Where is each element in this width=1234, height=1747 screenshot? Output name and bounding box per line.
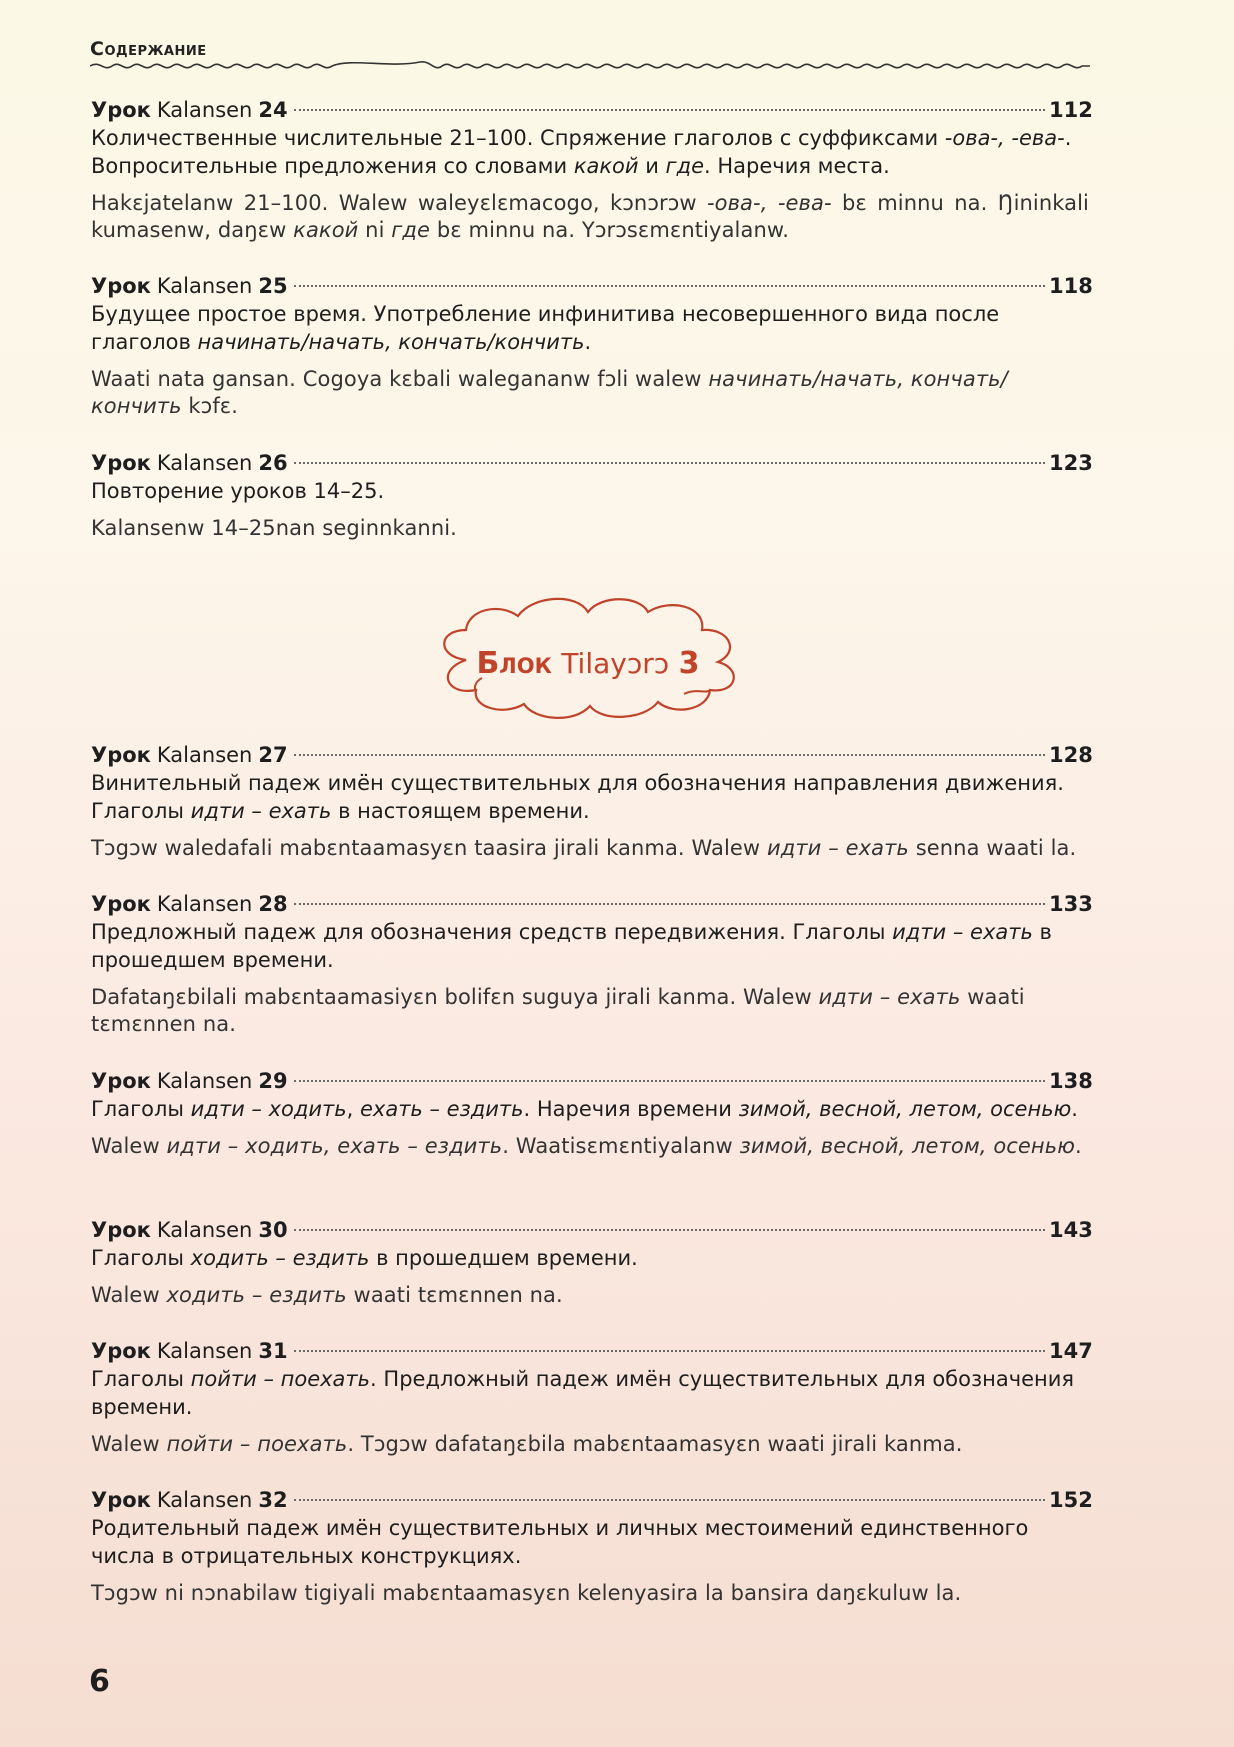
leader-dots (294, 1080, 1045, 1082)
title-text: . (584, 330, 592, 354)
title-text: bɛ minnu na. Yɔrɔsɛmɛntiyalanw. (430, 218, 789, 242)
italic-term: ходить – ездить (166, 1283, 347, 1307)
lesson-title-bm (91, 1431, 1089, 1458)
lesson-word-bm: Kalansen (156, 98, 253, 122)
italic-term: зимой, весной, летом, осенью (739, 1134, 1076, 1158)
lesson-title-bm (91, 835, 1089, 862)
title-text: Dafataŋɛbilali mabɛntaamasiyɛn bolifɛn suguya jirali kanma. Walew (91, 985, 819, 1009)
italic-term: идти – ехать (766, 836, 909, 860)
italic-term: где (665, 154, 705, 178)
lesson-title-bm (91, 366, 1089, 420)
lesson-word-ru: Урок (91, 1069, 151, 1093)
italic-term: начинать/начать, кончать/кончить (197, 330, 585, 354)
toc-entry-25 (91, 272, 1093, 420)
leader-dots (294, 1499, 1045, 1501)
title-text: . Waatisɛmɛntiyalanw (502, 1134, 740, 1158)
title-text: и (638, 154, 666, 178)
lesson-word-ru: Урок (91, 451, 151, 475)
title-text: Родительный падеж имён существительных и личных местоимений единственного числа в отрицательных конструкциях. (91, 1516, 1029, 1568)
block-word: Блок (476, 646, 552, 681)
title-text: Повторение уроков 14–25. (91, 479, 385, 503)
lesson-number: 28 (258, 892, 288, 916)
title-text: в прошедшем времени. (369, 1246, 638, 1270)
lesson-title-ru (91, 918, 1089, 974)
italic-term: начинать/начать, кончать/кончить (91, 367, 1008, 418)
lesson-word-bm: Kalansen (156, 1339, 253, 1363)
page-number: 6 (89, 1664, 110, 1699)
page-ref: 123 (1049, 451, 1093, 475)
leader-dots (294, 109, 1045, 111)
lesson-title-bm (91, 1133, 1089, 1160)
lesson-word-bm: Kalansen (156, 1069, 253, 1093)
italic-term: какой (293, 218, 359, 242)
title-text: в прошедшем времени. (91, 920, 1052, 972)
toc-entry-31 (91, 1337, 1093, 1458)
title-text: Walew (91, 1432, 167, 1456)
title-text: . Вопросительные предложения со словами (91, 126, 1072, 178)
toc-entry-29 (91, 1067, 1093, 1160)
lesson-word-ru: Урок (91, 892, 151, 916)
title-text: . (1071, 1097, 1078, 1121)
toc-entry-28 (91, 890, 1093, 1038)
entry-heading (91, 449, 1093, 477)
italic-term: какой (573, 154, 639, 178)
block-number: 3 (678, 646, 700, 681)
title-text: . Наречия места. (704, 154, 890, 178)
title-text: waati tɛmɛnnen na. (346, 1283, 563, 1307)
toc-entry-32 (91, 1486, 1093, 1607)
entry-heading (91, 741, 1093, 769)
lesson-word-bm: Kalansen (156, 1488, 253, 1512)
leader-dots (294, 903, 1045, 905)
lesson-number: 29 (258, 1069, 288, 1093)
title-text: . Tɔgɔw dafataŋɛbila mabɛntaamasyɛn waati jirali kanma. (347, 1432, 963, 1456)
title-text: Глаголы (91, 1246, 191, 1270)
italic-term: -ова-, -ева- (944, 126, 1065, 150)
title-text: Hakɛjatelanw 21–100. Walew waleyɛlɛmacogo, kɔnɔrɔw (91, 191, 707, 215)
lesson-title-ru (91, 1244, 1089, 1272)
title-text: Waati nata gansan. Cogoya kɛbali walegananw fɔli walew (91, 367, 709, 391)
title-text: senna waati la. (908, 836, 1077, 860)
lesson-title-ru (91, 1095, 1089, 1123)
entry-heading (91, 1216, 1093, 1244)
toc-entry-30 (91, 1216, 1093, 1309)
title-text: kɔfɛ. (181, 394, 239, 418)
page-ref: 138 (1049, 1069, 1093, 1093)
block-bm-word: Tilayɔrɔ (561, 647, 670, 680)
entry-heading (91, 1067, 1093, 1095)
leader-dots (294, 285, 1045, 287)
italic-term: -ова-, -ева- (706, 191, 832, 215)
italic-term: зимой, весной, летом, осенью (738, 1097, 1072, 1121)
entry-heading (91, 96, 1093, 124)
lesson-word-bm: Kalansen (156, 451, 253, 475)
italic-term: идти – ехать (190, 799, 332, 823)
title-text: Будущее простое время. Употребление инфинитива несовершенного вида после глаголов (91, 302, 1000, 354)
toc-entry-24 (91, 96, 1093, 244)
title-text: Винительный падеж имён существительных для обозначения направления движения. Глаголы (91, 771, 1064, 823)
title-text: ni (358, 218, 392, 242)
entry-heading (91, 890, 1093, 918)
lesson-word-bm: Kalansen (156, 1218, 253, 1242)
title-text: . (1075, 1134, 1082, 1158)
title-text: Walew (91, 1134, 167, 1158)
italic-term: идти – ходить, ехать – ездить (166, 1134, 503, 1158)
lesson-number: 32 (258, 1488, 288, 1512)
italic-term: ехать – ездить (359, 1097, 524, 1121)
lesson-title-ru (91, 477, 1089, 505)
lesson-word-ru: Урок (91, 1218, 151, 1242)
lesson-word-ru: Урок (91, 274, 151, 298)
page-ref: 118 (1049, 274, 1093, 298)
toc-entry-26 (91, 449, 1093, 542)
page-ref: 133 (1049, 892, 1093, 916)
lesson-number: 30 (258, 1218, 288, 1242)
block-heading (426, 646, 750, 681)
italic-term: идти – ходить (190, 1097, 347, 1121)
lesson-word-bm: Kalansen (156, 274, 253, 298)
title-text: Tɔgɔw waledafali mabɛntaamasyɛn taasira jirali kanma. Walew (91, 836, 767, 860)
lesson-number: 24 (258, 98, 288, 122)
leader-dots (294, 1229, 1045, 1231)
page-ref: 147 (1049, 1339, 1093, 1363)
italic-term: где (391, 218, 431, 242)
lesson-title-ru (91, 1514, 1089, 1570)
lesson-title-bm (91, 1580, 1089, 1607)
lesson-word-ru: Урок (91, 743, 151, 767)
title-text: Walew (91, 1283, 167, 1307)
italic-term: пойти – поехать (166, 1432, 348, 1456)
italic-term: пойти – поехать (190, 1367, 371, 1391)
lesson-title-ru (91, 1365, 1089, 1421)
title-text: в настоящем времени. (331, 799, 590, 823)
lesson-number: 31 (258, 1339, 288, 1363)
title-text: bɛ minnu na. Ŋininkali kumasenw, daŋɛw (91, 191, 1089, 242)
lesson-number: 25 (258, 274, 288, 298)
lesson-title-ru (91, 124, 1089, 180)
title-text: waati tɛmɛnnen na. (91, 985, 1025, 1036)
toc-entry-27 (91, 741, 1093, 862)
lesson-title-ru (91, 300, 1089, 356)
decorative-squiggle-rule (90, 58, 1090, 78)
entry-heading (91, 1486, 1093, 1514)
lesson-number: 26 (258, 451, 288, 475)
leader-dots (294, 462, 1045, 464)
italic-term: ходить – ездить (190, 1246, 370, 1270)
title-text: Глаголы (91, 1097, 191, 1121)
page-ref: 112 (1049, 98, 1093, 122)
leader-dots (294, 1350, 1045, 1352)
lesson-number: 27 (258, 743, 288, 767)
title-text: Глаголы (91, 1367, 191, 1391)
lesson-title-bm (91, 1282, 1089, 1309)
lesson-word-ru: Урок (91, 1488, 151, 1512)
page-ref: 152 (1049, 1488, 1093, 1512)
lesson-title-bm (91, 515, 1089, 542)
leader-dots (294, 754, 1045, 756)
title-text: Количественные числительные 21–100. Спряжение глаголов с суффиксами (91, 126, 945, 150)
title-text: , (346, 1097, 360, 1121)
page-ref: 128 (1049, 743, 1093, 767)
title-text: Tɔgɔw ni nɔnabilaw tigiyali mabɛntaamasyɛn kelenyasira la bansira daŋɛkuluw la. (91, 1581, 962, 1605)
page-ref: 143 (1049, 1218, 1093, 1242)
title-text: Предложный падеж для обозначения средств передвижения. Глаголы (91, 920, 893, 944)
lesson-word-ru: Урок (91, 1339, 151, 1363)
title-text: Kalansenw 14–25nan seginnkanni. (91, 516, 457, 540)
lesson-word-bm: Kalansen (156, 743, 253, 767)
section-title: Содержание (90, 38, 207, 60)
lesson-title-bm (91, 190, 1089, 244)
entry-heading (91, 272, 1093, 300)
entry-heading (91, 1337, 1093, 1365)
lesson-title-bm (91, 984, 1089, 1038)
title-text: . Наречия времени (523, 1097, 739, 1121)
lesson-title-ru (91, 769, 1089, 825)
lesson-word-ru: Урок (91, 98, 151, 122)
italic-term: идти – ехать (892, 920, 1033, 944)
italic-term: идти – ехать (818, 985, 961, 1009)
lesson-word-bm: Kalansen (156, 892, 253, 916)
title-text: . Предложный падеж имён существительных для обозначения времени. (91, 1367, 1075, 1419)
